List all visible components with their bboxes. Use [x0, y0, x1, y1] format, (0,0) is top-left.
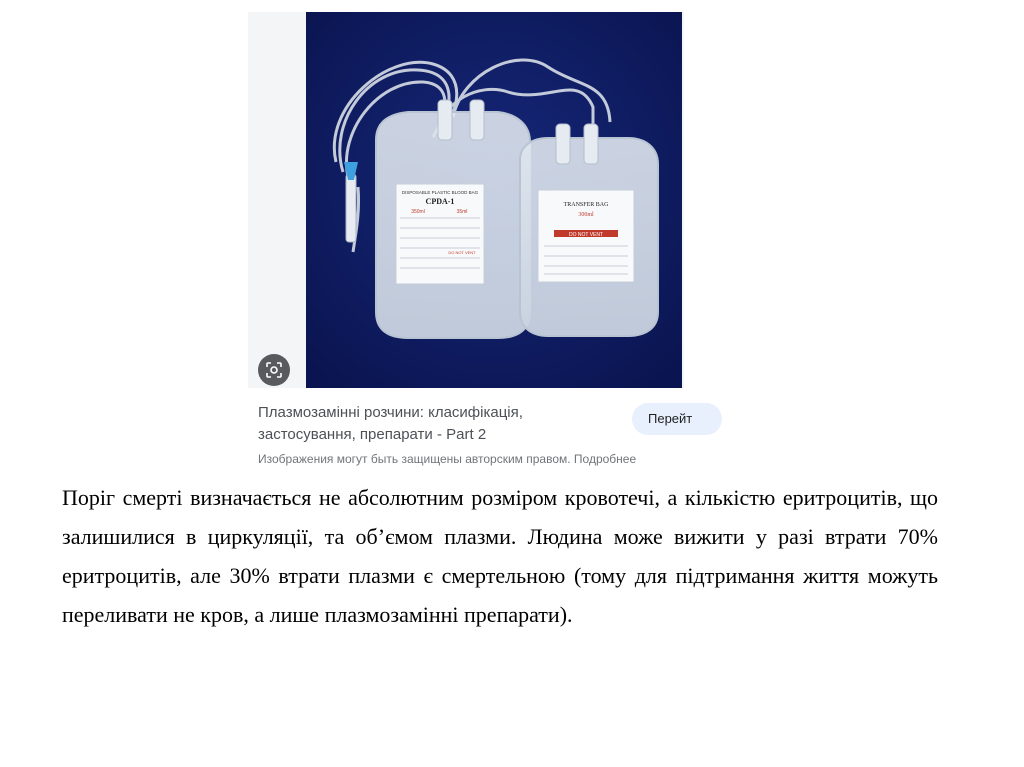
bag1-label-header: DISPOSABLE PLASTIC BLOOD BAG: [401, 190, 479, 195]
visit-button[interactable]: Перейт: [632, 403, 722, 435]
bag1-port-right: [470, 100, 484, 140]
bag2-label-warning: DO NOT VENT: [568, 232, 604, 238]
bag2-port-left: [556, 124, 570, 164]
lens-icon: [265, 361, 283, 379]
image-search-card[interactable]: [248, 0, 693, 466]
blood-bags-photo[interactable]: [248, 12, 684, 388]
bag2-label-header: TRANSFER BAG: [563, 202, 609, 208]
copyright-note: Изображения могут быть защищены авторским правом. Подробнее: [258, 452, 637, 466]
body-paragraph: Поріг смерті визначається не абсолютним розміром кровотечі, а кількістю еритроцитів, що залишилися в циркуляції, та об’ємом плазми. Людина може вижити у разі втрати 70% еритроцитів, але 30% втрати плазми є смертельною (тому для підтримання життя можуть переливати не кров, а лише плазмозамінні препарати).: [62, 485, 938, 627]
needle-sleeve: [346, 174, 356, 242]
bag1-label-footer: DO NOT VENT: [448, 250, 476, 255]
bag2-port-right: [584, 124, 598, 164]
bag1-label-title: CPDA-1: [425, 197, 455, 206]
bag1-label-volume-2: 35ml: [456, 209, 468, 215]
bag1-port-left: [438, 100, 452, 140]
google-lens-button[interactable]: [258, 354, 290, 386]
bag1-label-volume-1: 350ml: [411, 209, 425, 215]
bag2-label-volume: 300ml: [578, 212, 594, 218]
result-caption[interactable]: Плазмозамінні розчини: класифікація, застосування, препарати - Part 2: [258, 404, 523, 443]
